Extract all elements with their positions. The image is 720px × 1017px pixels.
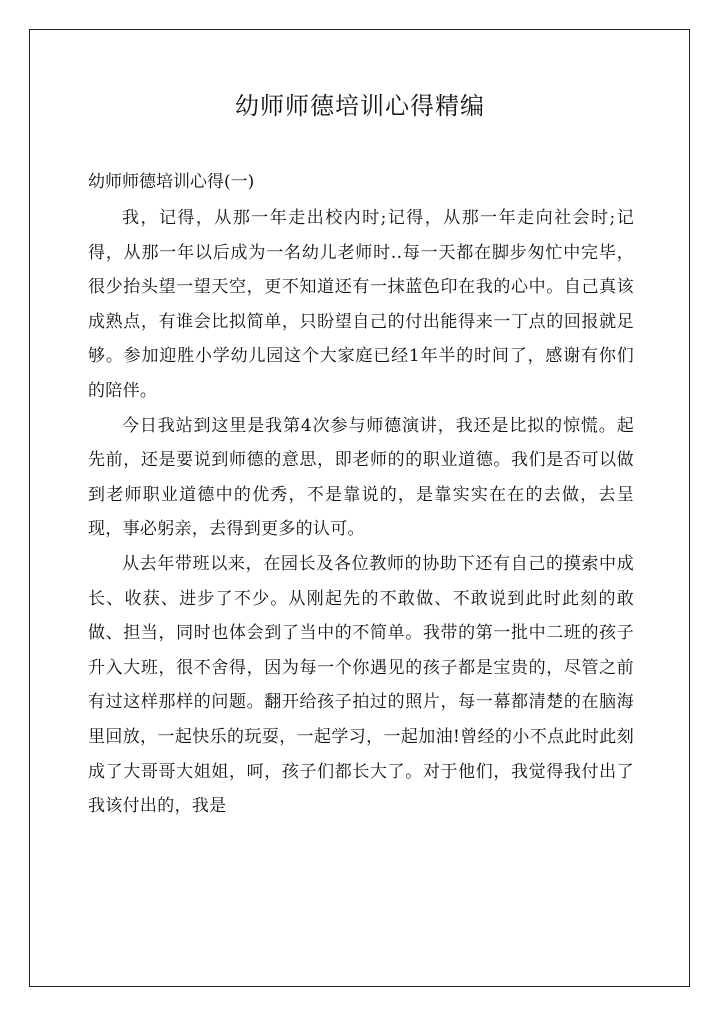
document-body: [88, 201, 634, 824]
document-title: 幼师师德培训心得精编: [235, 92, 485, 120]
section-heading: 幼师师德培训心得(一): [88, 172, 255, 192]
paragraph: 从去年带班以来，在园长及各位教师的协助下还有自己的摸索中成长、收获、进步了不少。从刚起先的不敢做、不敢说到此时此刻的敢做、担当，同时也体会到了当中的不简单。我带的第一批中二班的孩子升入大班，很不舍得，因为每一个你遇见的孩子都是宝贵的，尽管之前有过这样那样的问题。翻开给孩子拍过的照片，每一幕都清楚的在脑海里回放，一起快乐的玩耍，一起学习，一起加油!曾经的小不点此时此刻成了大哥哥大姐姐，呵，孩子们都长大了。对于他们，我觉得我付出了我该付出的，我是: [88, 553, 634, 817]
paragraph: 今日我站到这里是我第4次参与师德演讲，我还是比拟的惊慌。起先前，还是要说到师德的意思，即老师的的职业道德。我们是否可以做到老师职业道德中的优秀，不是靠说的，是靠实实在在的去做，去呈现，事必躬亲，去得到更多的认可。: [88, 415, 634, 540]
paragraph: 我，记得，从那一年走出校内时;记得，从那一年走向社会时;记得，从那一年以后成为一名幼儿老师时..每一天都在脚步匆忙中完毕，很少抬头望一望天空，更不知道还有一抹蓝色印在我的心中。自己真该成熟点，有谁会比拟简单，只盼望自己的付出能得来一丁点的回报就足够。参加迎胜小学幼儿园这个大家庭已经1年半的时间了，感谢有你们的陪伴。: [88, 208, 634, 401]
